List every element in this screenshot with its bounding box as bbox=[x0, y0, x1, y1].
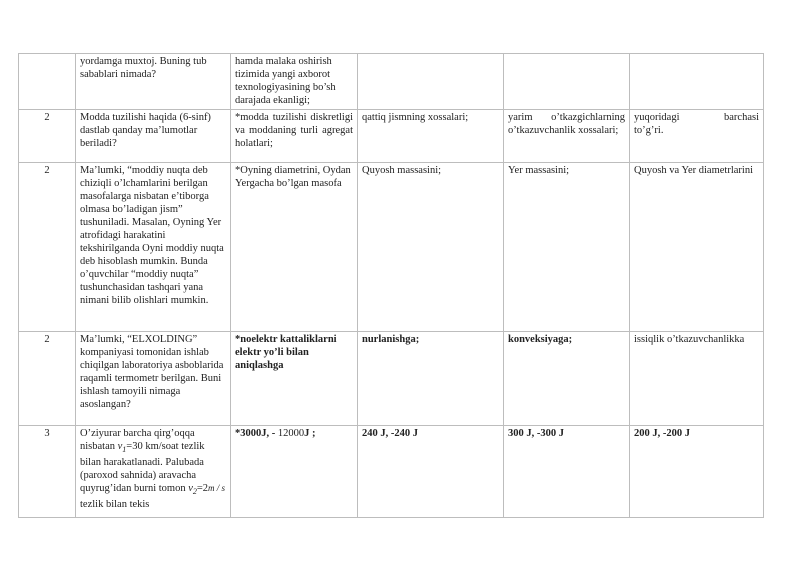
answer-option: 200 J, -200 J bbox=[630, 426, 764, 518]
velocity-unit: m / s bbox=[208, 483, 226, 494]
answer-option: Yer massasini; bbox=[504, 163, 630, 332]
answer-option-correct: *noelektr kattaliklarni elektr yo’li bilan aniqlashga bbox=[231, 332, 358, 426]
question-text-part: O’ziyurar barcha qirg’oqqa nisbatan bbox=[80, 428, 195, 452]
test-questions-table bbox=[18, 53, 764, 518]
answer-option-correct: hamda malaka oshirish tizimida yangi axborot texnologiyasining bo’sh darajada ekanligi; bbox=[231, 54, 358, 110]
question-text: Ma’lumki, “ELXOLDING” kompaniyasi tomonidan ishlab chiqilgan laboratoriya asboblarida raqamli termometr berilgan. Buni ishlash tamoyili nimaga asoslangan? bbox=[76, 332, 231, 426]
answer-option: qattiq jismning xossalari; bbox=[358, 110, 504, 163]
answer-option-correct: *Oyning diametrini, Oydan Yergacha bo’lgan masofa bbox=[231, 163, 358, 332]
question-number bbox=[19, 54, 76, 110]
question-text-part: =30 km/soat tezlik bilan harakatlanadi. Palubada (paroxod sahnida) aravacha quyrug’idan burni tomon bbox=[80, 441, 205, 495]
answer-option bbox=[630, 110, 764, 163]
question-number: 2 bbox=[19, 110, 76, 163]
question-number: 2 bbox=[19, 332, 76, 426]
table-row bbox=[19, 163, 764, 332]
answer-option-word: to’g’ri. bbox=[634, 125, 664, 136]
velocity-symbol: $v_2$ bbox=[188, 483, 197, 497]
answer-option-word: barchasi bbox=[724, 112, 759, 123]
answer-option bbox=[358, 54, 504, 110]
answer-option-correct: *modda tuzilishi diskretligi va moddaning turli agregat holatlari; bbox=[231, 110, 358, 163]
answer-option bbox=[630, 54, 764, 110]
answer-option-correct: *3000J, - 12000J ; bbox=[231, 426, 358, 518]
question-text: Modda tuzilishi haqida (6-sinf) dastlab qanday ma’lumotlar beriladi? bbox=[76, 110, 231, 163]
question-text bbox=[76, 426, 231, 518]
table-row bbox=[19, 110, 764, 163]
question-text-part: tezlik bilan tekis bbox=[80, 499, 150, 511]
question-text: Ma’lumki, “moddiy nuqta deb chiziqli o’lchamlarini berilgan masofalarga nisbatan e’tiborga olmasa bo’ladigan jism” tushuniladi. Masalan, Oyning Yer atrofidagi harakatini tekshirilganda Oyni moddiy nuqta deb hisoblash mumkin. Bunda o’quvchilar “moddiy nuqta” tushunchasidan tashqari yana nimani bilib olishlari mumkin. bbox=[76, 163, 231, 332]
table-row bbox=[19, 426, 764, 518]
answer-option: yarim o’tkazgichlarning o’tkazuvchanlik xossalari; bbox=[504, 110, 630, 163]
table-row bbox=[19, 54, 764, 110]
question-number: 3 bbox=[19, 426, 76, 518]
velocity-symbol: $v_1$ bbox=[117, 441, 127, 455]
answer-option: issiqlik o’tkazuvchanlikka bbox=[630, 332, 764, 426]
answer-option: Quyosh massasini; bbox=[358, 163, 504, 332]
table-row bbox=[19, 332, 764, 426]
answer-option-word: yuqoridagi bbox=[634, 112, 680, 123]
answer-option: 300 J, -300 J bbox=[504, 426, 630, 518]
answer-option: nurlanishga; bbox=[358, 332, 504, 426]
question-text: yordamga muxtoj. Buning tub sabablari nimada? bbox=[76, 54, 231, 110]
answer-option: Quyosh va Yer diametrlarini bbox=[630, 163, 764, 332]
question-number: 2 bbox=[19, 163, 76, 332]
answer-option: 240 J, -240 J bbox=[358, 426, 504, 518]
answer-option: konveksiyaga; bbox=[504, 332, 630, 426]
answer-option bbox=[504, 54, 630, 110]
velocity-value: =2 bbox=[196, 483, 209, 495]
